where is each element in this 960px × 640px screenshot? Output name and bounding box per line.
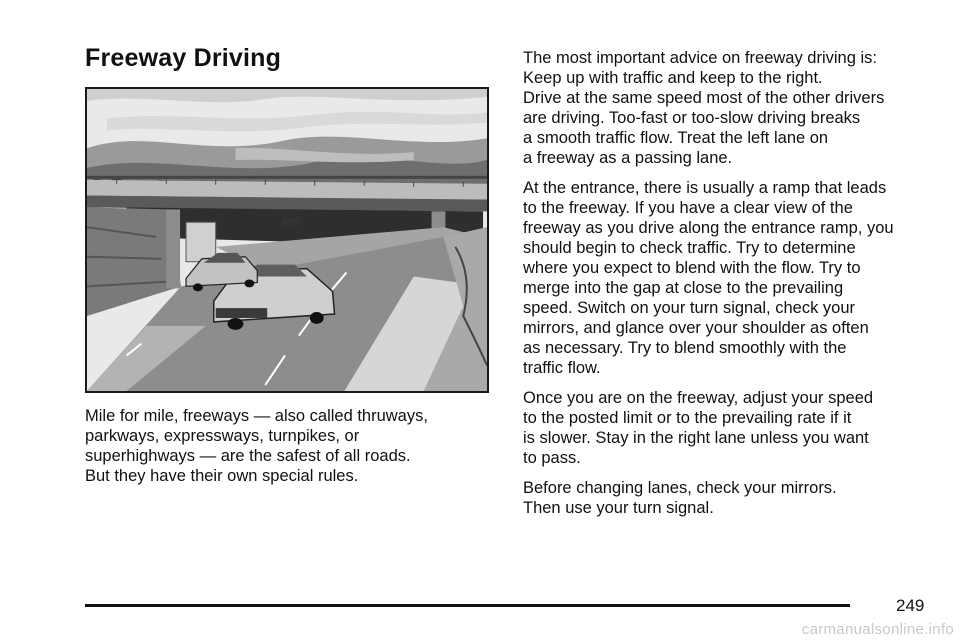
freeway-illustration (85, 87, 489, 393)
text-line: Then use your turn signal. (523, 499, 714, 517)
text-line: Drive at the same speed most of the other drivers (523, 89, 885, 107)
watermark: carmanualsonline.info (801, 621, 954, 638)
intro-paragraph (85, 406, 490, 496)
lane-change-paragraph (523, 478, 943, 518)
text-line: Keep up with traffic and keep to the right. (523, 69, 823, 87)
text-line: should begin to check traffic. Try to determine (523, 239, 856, 257)
text-line: freeway as you drive along the entrance ramp, you (523, 219, 894, 237)
advice-paragraph (523, 48, 943, 168)
intro-line: But they have their own special rules. (85, 467, 359, 485)
text-line: merge into the gap at close to the prevailing (523, 279, 844, 297)
page-number: 249 (896, 596, 925, 615)
footer-divider (85, 604, 850, 607)
intro-line: Mile for mile, freeways — also called thruways, (85, 407, 428, 425)
text-line: speed. Switch on your turn signal, check your (523, 299, 856, 317)
text-line: as necessary. Try to blend smoothly with the (523, 339, 847, 357)
text-line: Before changing lanes, check your mirrors. (523, 479, 837, 497)
text-line: At the entrance, there is usually a ramp that leads (523, 179, 887, 197)
right-column (523, 48, 943, 528)
text-line: to pass. (523, 449, 581, 467)
page-title: Freeway Driving (85, 44, 282, 72)
intro-line: parkways, expressways, turnpikes, or (85, 427, 360, 445)
text-line: to the freeway. If you have a clear view of the (523, 199, 853, 217)
entrance-paragraph (523, 178, 943, 378)
text-line: to the posted limit or to the prevailing rate if it (523, 409, 852, 427)
text-line: a freeway as a passing lane. (523, 149, 733, 167)
text-line: The most important advice on freeway driving is: (523, 49, 877, 67)
text-line: traffic flow. (523, 359, 601, 377)
freeway-illustration-icon (87, 89, 487, 391)
text-line: is slower. Stay in the right lane unless you want (523, 429, 869, 447)
text-line: where you expect to blend with the flow. Try to (523, 259, 861, 277)
speed-paragraph (523, 388, 943, 468)
text-line: mirrors, and glance over your shoulder as often (523, 319, 869, 337)
text-line: a smooth traffic flow. Treat the left lane on (523, 129, 829, 147)
intro-line: superhighways — are the safest of all roads. (85, 447, 411, 465)
text-line: Once you are on the freeway, adjust your speed (523, 389, 874, 407)
text-line: are driving. Too-fast or too-slow driving breaks (523, 109, 861, 127)
